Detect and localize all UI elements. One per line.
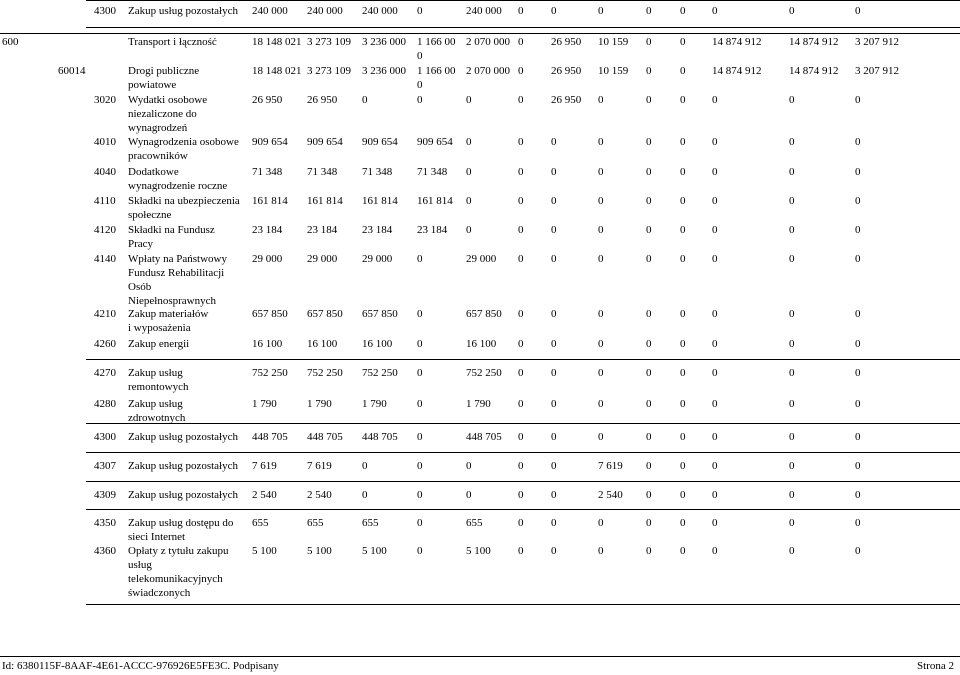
amount-cell: 1 790: [362, 398, 387, 410]
item-name: Transport i łączność: [128, 36, 217, 48]
item-name: Zakup usług dostępu do sieci Internet: [128, 517, 234, 543]
amount-cell: 0: [598, 253, 604, 265]
amount-cell: 655: [362, 517, 379, 529]
amount-cell: 0: [646, 308, 652, 320]
amount-cell: 14 874 912: [789, 65, 839, 77]
amount-cell: 0: [551, 224, 557, 236]
amount-cell: 0: [417, 398, 423, 410]
amount-cell: 0: [646, 517, 652, 529]
amount-cell: 14 874 912: [712, 65, 762, 77]
amount-cell: 0: [598, 195, 604, 207]
amount-cell: 0: [855, 545, 861, 557]
amount-cell: 0: [680, 166, 686, 178]
amount-cell: 7 619: [598, 460, 623, 472]
amount-cell: 0: [855, 367, 861, 379]
amount-cell: 0: [646, 224, 652, 236]
item-name: Składki na ubezpieczenia społeczne: [128, 195, 240, 221]
amount-cell: 0: [855, 431, 861, 443]
amount-cell: 0: [646, 460, 652, 472]
amount-cell: 10 159: [598, 65, 629, 77]
section-code: 600: [2, 36, 19, 48]
amount-cell: 0: [680, 224, 686, 236]
amount-cell: 0: [789, 308, 795, 320]
amount-cell: 14 874 912: [712, 36, 762, 48]
amount-cell: 0: [417, 338, 423, 350]
amount-cell: 0: [518, 36, 524, 48]
paragraph-code: 4300: [94, 431, 116, 443]
amount-cell: 0: [518, 195, 524, 207]
amount-cell: 0: [518, 367, 524, 379]
amount-cell: 1 166 00 0: [417, 65, 456, 91]
amount-cell: 0: [598, 367, 604, 379]
amount-cell: 0: [712, 338, 718, 350]
amount-cell: 0: [646, 545, 652, 557]
amount-cell: 0: [518, 545, 524, 557]
amount-cell: 0: [518, 166, 524, 178]
amount-cell: 0: [646, 166, 652, 178]
item-name: Zakup energii: [128, 338, 190, 350]
amount-cell: 0: [712, 545, 718, 557]
item-name: Zakup usług zdrowotnych: [128, 398, 186, 424]
paragraph-code: 4270: [94, 367, 116, 379]
amount-cell: 0: [855, 224, 861, 236]
amount-cell: 1 790: [252, 398, 277, 410]
amount-cell: 0: [712, 308, 718, 320]
amount-cell: 0: [417, 367, 423, 379]
amount-cell: 71 348: [252, 166, 283, 178]
item-name: Drogi publiczne powiatowe: [128, 65, 200, 91]
paragraph-code: 4300: [94, 5, 116, 17]
amount-cell: 1 166 00 0: [417, 36, 456, 62]
amount-cell: 0: [789, 398, 795, 410]
amount-cell: 26 950: [551, 36, 582, 48]
amount-cell: 0: [646, 253, 652, 265]
amount-cell: 10 159: [598, 36, 629, 48]
amount-cell: 0: [551, 195, 557, 207]
amount-cell: 655: [466, 517, 483, 529]
item-name: Wynagrodzenia osobowe pracowników: [128, 136, 239, 162]
amount-cell: 0: [518, 308, 524, 320]
amount-cell: 752 250: [307, 367, 343, 379]
amount-cell: 0: [518, 398, 524, 410]
amount-cell: 0: [551, 253, 557, 265]
amount-cell: 0: [551, 545, 557, 557]
amount-cell: 657 850: [362, 308, 398, 320]
amount-cell: 0: [598, 94, 604, 106]
amount-cell: 161 814: [362, 195, 398, 207]
amount-cell: 240 000: [466, 5, 502, 17]
row-divider: [86, 604, 960, 605]
amount-cell: 0: [855, 460, 861, 472]
row-divider: [86, 509, 960, 510]
amount-cell: 0: [855, 94, 861, 106]
amount-cell: 0: [598, 431, 604, 443]
amount-cell: 5 100: [466, 545, 491, 557]
amount-cell: 0: [712, 5, 718, 17]
amount-cell: 657 850: [307, 308, 343, 320]
amount-cell: 0: [855, 308, 861, 320]
amount-cell: 0: [417, 253, 423, 265]
amount-cell: 0: [789, 136, 795, 148]
amount-cell: 0: [551, 5, 557, 17]
amount-cell: 0: [646, 338, 652, 350]
amount-cell: 0: [680, 36, 686, 48]
paragraph-code: 4010: [94, 136, 116, 148]
amount-cell: 5 100: [307, 545, 332, 557]
amount-cell: 0: [551, 367, 557, 379]
amount-cell: 0: [466, 195, 472, 207]
amount-cell: 0: [518, 489, 524, 501]
amount-cell: 0: [362, 489, 368, 501]
amount-cell: 0: [417, 460, 423, 472]
amount-cell: 0: [551, 338, 557, 350]
amount-cell: 0: [712, 195, 718, 207]
amount-cell: 0: [466, 489, 472, 501]
paragraph-code: 4040: [94, 166, 116, 178]
amount-cell: 0: [518, 338, 524, 350]
amount-cell: 0: [789, 195, 795, 207]
amount-cell: 0: [598, 166, 604, 178]
amount-cell: 657 850: [252, 308, 288, 320]
amount-cell: 0: [712, 224, 718, 236]
amount-cell: 0: [551, 136, 557, 148]
amount-cell: 0: [646, 65, 652, 77]
amount-cell: 0: [646, 398, 652, 410]
amount-cell: 0: [855, 5, 861, 17]
amount-cell: 5 100: [362, 545, 387, 557]
amount-cell: 29 000: [362, 253, 393, 265]
amount-cell: 0: [789, 367, 795, 379]
amount-cell: 0: [855, 253, 861, 265]
amount-cell: 0: [855, 489, 861, 501]
amount-cell: 0: [789, 224, 795, 236]
amount-cell: 0: [712, 489, 718, 501]
amount-cell: 0: [417, 517, 423, 529]
amount-cell: 23 184: [362, 224, 393, 236]
amount-cell: 71 348: [362, 166, 393, 178]
amount-cell: 7 619: [307, 460, 332, 472]
amount-cell: 2 070 000: [466, 65, 510, 77]
row-divider: [86, 27, 960, 28]
amount-cell: 0: [789, 489, 795, 501]
amount-cell: 0: [680, 94, 686, 106]
amount-cell: 752 250: [252, 367, 288, 379]
amount-cell: 0: [789, 166, 795, 178]
amount-cell: 0: [680, 195, 686, 207]
amount-cell: 2 540: [598, 489, 623, 501]
amount-cell: 0: [551, 308, 557, 320]
amount-cell: 0: [855, 517, 861, 529]
item-name: Zakup usług remontowych: [128, 367, 189, 393]
amount-cell: 161 814: [417, 195, 453, 207]
amount-cell: 0: [712, 367, 718, 379]
item-name: Zakup usług pozostałych: [128, 489, 238, 501]
row-divider: [86, 452, 960, 453]
amount-cell: 0: [417, 489, 423, 501]
amount-cell: 0: [598, 338, 604, 350]
amount-cell: 23 184: [307, 224, 338, 236]
amount-cell: 0: [789, 338, 795, 350]
amount-cell: 0: [646, 489, 652, 501]
amount-cell: 1 790: [466, 398, 491, 410]
amount-cell: 0: [712, 166, 718, 178]
amount-cell: 0: [417, 94, 423, 106]
amount-cell: 0: [362, 460, 368, 472]
item-name: Zakup materiałów i wyposażenia: [128, 308, 209, 334]
amount-cell: 0: [789, 431, 795, 443]
amount-cell: 909 654: [362, 136, 398, 148]
amount-cell: 0: [680, 367, 686, 379]
amount-cell: 2 070 000: [466, 36, 510, 48]
amount-cell: 909 654: [417, 136, 453, 148]
amount-cell: 3 207 912: [855, 65, 899, 77]
amount-cell: 0: [518, 94, 524, 106]
amount-cell: 26 950: [307, 94, 338, 106]
amount-cell: 5 100: [252, 545, 277, 557]
amount-cell: 0: [598, 398, 604, 410]
paragraph-code: 4110: [94, 195, 116, 207]
amount-cell: 0: [362, 94, 368, 106]
amount-cell: 0: [518, 224, 524, 236]
amount-cell: 0: [712, 460, 718, 472]
amount-cell: 0: [789, 460, 795, 472]
amount-cell: 0: [518, 431, 524, 443]
item-name: Opłaty z tytułu zakupu usług telekomunikacyjnych świadczonych: [128, 545, 229, 599]
amount-cell: 752 250: [466, 367, 502, 379]
item-name: Wydatki osobowe niezaliczone do wynagrodzeń: [128, 94, 208, 134]
amount-cell: 0: [646, 5, 652, 17]
amount-cell: 29 000: [252, 253, 283, 265]
row-divider: [86, 359, 960, 360]
amount-cell: 0: [680, 338, 686, 350]
amount-cell: 752 250: [362, 367, 398, 379]
paragraph-code: 4140: [94, 253, 116, 265]
amount-cell: 448 705: [252, 431, 288, 443]
paragraph-code: 3020: [94, 94, 116, 106]
amount-cell: 0: [680, 308, 686, 320]
amount-cell: 0: [598, 517, 604, 529]
amount-cell: 161 814: [307, 195, 343, 207]
amount-cell: 0: [646, 195, 652, 207]
amount-cell: 0: [551, 166, 557, 178]
amount-cell: 0: [789, 94, 795, 106]
amount-cell: 0: [789, 517, 795, 529]
amount-cell: 0: [518, 136, 524, 148]
amount-cell: 16 100: [307, 338, 338, 350]
amount-cell: 0: [855, 195, 861, 207]
amount-cell: 448 705: [466, 431, 502, 443]
chapter-code: 60014: [58, 65, 86, 77]
amount-cell: 0: [646, 36, 652, 48]
item-name: Wpłaty na Państwowy Fundusz Rehabilitacji Osób Niepełnosprawnych: [128, 253, 227, 307]
amount-cell: 0: [598, 545, 604, 557]
amount-cell: 0: [417, 308, 423, 320]
amount-cell: 909 654: [307, 136, 343, 148]
paragraph-code: 4280: [94, 398, 116, 410]
amount-cell: 18 148 021: [252, 65, 302, 77]
amount-cell: 0: [518, 517, 524, 529]
amount-cell: 657 850: [466, 308, 502, 320]
amount-cell: 0: [466, 224, 472, 236]
amount-cell: 0: [551, 398, 557, 410]
amount-cell: 0: [712, 431, 718, 443]
amount-cell: 0: [712, 94, 718, 106]
amount-cell: 0: [680, 65, 686, 77]
amount-cell: 0: [712, 517, 718, 529]
amount-cell: 0: [789, 5, 795, 17]
amount-cell: 0: [789, 545, 795, 557]
amount-cell: 0: [466, 166, 472, 178]
amount-cell: 0: [680, 460, 686, 472]
amount-cell: 448 705: [362, 431, 398, 443]
paragraph-code: 4210: [94, 308, 116, 320]
amount-cell: 0: [646, 431, 652, 443]
amount-cell: 3 236 000: [362, 65, 406, 77]
amount-cell: 0: [680, 398, 686, 410]
row-divider: [0, 33, 960, 34]
amount-cell: 0: [680, 253, 686, 265]
amount-cell: 3 236 000: [362, 36, 406, 48]
amount-cell: 0: [680, 545, 686, 557]
amount-cell: 0: [598, 224, 604, 236]
amount-cell: 240 000: [252, 5, 288, 17]
row-divider: [86, 0, 960, 1]
paragraph-code: 4350: [94, 517, 116, 529]
paragraph-code: 4307: [94, 460, 116, 472]
amount-cell: 240 000: [362, 5, 398, 17]
amount-cell: 3 273 109: [307, 65, 351, 77]
row-divider: [86, 481, 960, 482]
item-name: Zakup usług pozostałych: [128, 5, 238, 17]
amount-cell: 23 184: [252, 224, 283, 236]
amount-cell: 0: [598, 136, 604, 148]
amount-cell: 655: [307, 517, 324, 529]
amount-cell: 2 540: [307, 489, 332, 501]
amount-cell: 448 705: [307, 431, 343, 443]
amount-cell: 0: [680, 5, 686, 17]
amount-cell: 18 148 021: [252, 36, 302, 48]
document-id-footer: Id: 6380115F-8AAF-4E61-ACCC-976926E5FE3C. Podpisany: [2, 660, 279, 672]
amount-cell: 0: [598, 5, 604, 17]
amount-cell: 0: [855, 338, 861, 350]
amount-cell: 26 950: [551, 94, 582, 106]
amount-cell: 0: [417, 431, 423, 443]
amount-cell: 0: [646, 94, 652, 106]
item-name: Składki na Fundusz Pracy: [128, 224, 215, 250]
amount-cell: 0: [518, 253, 524, 265]
item-name: Dodatkowe wynagrodzenie roczne: [128, 166, 228, 192]
amount-cell: 0: [466, 94, 472, 106]
amount-cell: 0: [680, 489, 686, 501]
amount-cell: 0: [789, 253, 795, 265]
amount-cell: 0: [680, 431, 686, 443]
amount-cell: 0: [598, 308, 604, 320]
amount-cell: 0: [646, 136, 652, 148]
amount-cell: 0: [417, 5, 423, 17]
amount-cell: 0: [646, 367, 652, 379]
amount-cell: 0: [712, 136, 718, 148]
paragraph-code: 4309: [94, 489, 116, 501]
item-name: Zakup usług pozostałych: [128, 460, 238, 472]
amount-cell: 0: [518, 460, 524, 472]
amount-cell: 71 348: [417, 166, 448, 178]
amount-cell: 0: [518, 65, 524, 77]
amount-cell: 0: [680, 517, 686, 529]
paragraph-code: 4120: [94, 224, 116, 236]
amount-cell: 0: [855, 166, 861, 178]
amount-cell: 0: [680, 136, 686, 148]
amount-cell: 0: [712, 253, 718, 265]
amount-cell: 0: [466, 136, 472, 148]
amount-cell: 1 790: [307, 398, 332, 410]
amount-cell: 29 000: [307, 253, 338, 265]
amount-cell: 0: [551, 460, 557, 472]
amount-cell: 0: [551, 517, 557, 529]
amount-cell: 16 100: [466, 338, 497, 350]
amount-cell: 0: [417, 545, 423, 557]
amount-cell: 909 654: [252, 136, 288, 148]
paragraph-code: 4260: [94, 338, 116, 350]
amount-cell: 3 273 109: [307, 36, 351, 48]
paragraph-code: 4360: [94, 545, 116, 557]
row-divider: [0, 656, 960, 657]
amount-cell: 2 540: [252, 489, 277, 501]
amount-cell: 0: [855, 398, 861, 410]
amount-cell: 0: [855, 136, 861, 148]
item-name: Zakup usług pozostałych: [128, 431, 238, 443]
amount-cell: 0: [551, 489, 557, 501]
amount-cell: 0: [712, 398, 718, 410]
amount-cell: 14 874 912: [789, 36, 839, 48]
amount-cell: 26 950: [252, 94, 283, 106]
amount-cell: 0: [466, 460, 472, 472]
amount-cell: 7 619: [252, 460, 277, 472]
amount-cell: 240 000: [307, 5, 343, 17]
amount-cell: 26 950: [551, 65, 582, 77]
amount-cell: 23 184: [417, 224, 448, 236]
amount-cell: 16 100: [362, 338, 393, 350]
amount-cell: 29 000: [466, 253, 497, 265]
amount-cell: 3 207 912: [855, 36, 899, 48]
amount-cell: 71 348: [307, 166, 338, 178]
amount-cell: 16 100: [252, 338, 283, 350]
amount-cell: 161 814: [252, 195, 288, 207]
amount-cell: 0: [551, 431, 557, 443]
page-number: Strona 2: [917, 660, 954, 672]
amount-cell: 0: [518, 5, 524, 17]
amount-cell: 655: [252, 517, 269, 529]
